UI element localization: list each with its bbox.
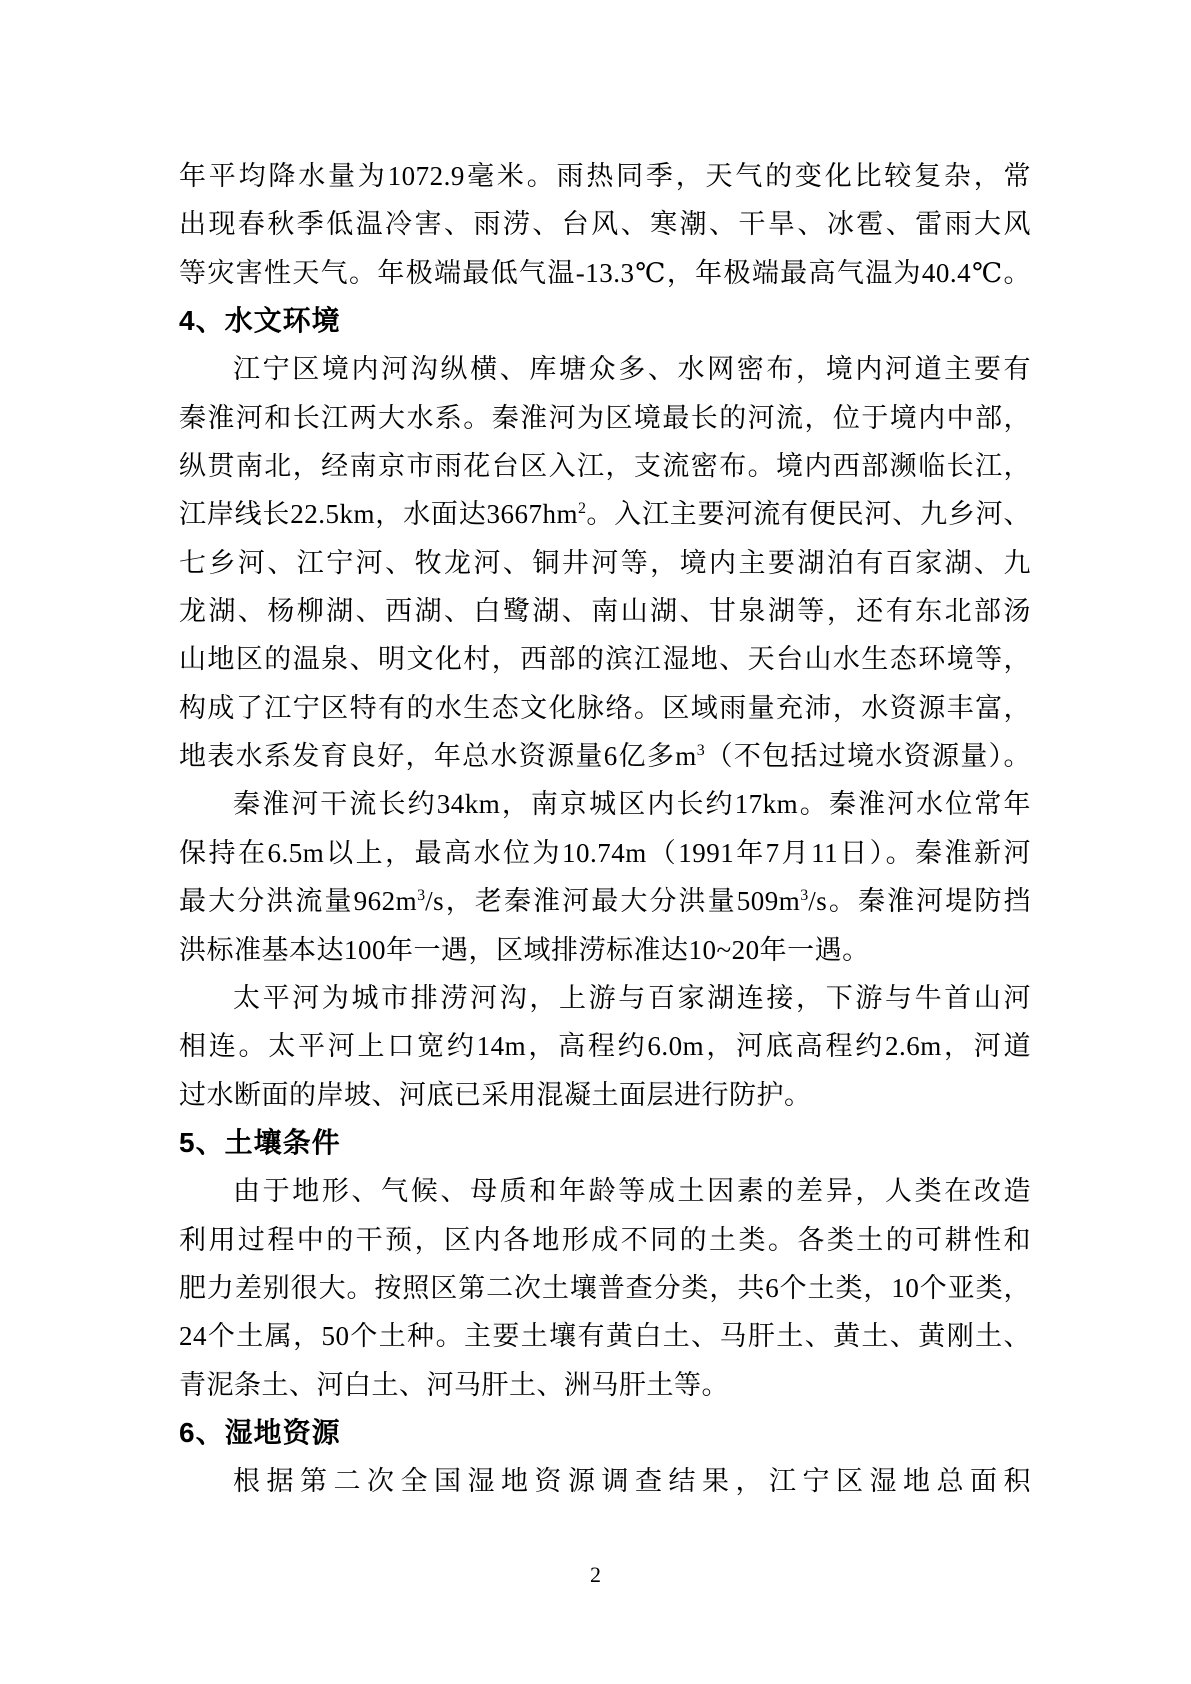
text-run: 龙湖、杨柳湖、西湖、白鹭湖、南山湖、甘泉湖等，还有东北部汤 [179, 596, 1031, 627]
text-run: 秦淮河和长江两大水系。秦淮河为区境最长的河流，位于境内中部， [179, 402, 1031, 433]
text-run: /s。秦淮河堤防挡 [808, 886, 1031, 917]
text-line [179, 1119, 1031, 1167]
paragraph [179, 152, 1031, 297]
paragraph [179, 1457, 1031, 1505]
page-number: 2 [590, 1562, 601, 1587]
text-line [179, 1264, 1031, 1312]
page-footer [0, 1560, 1191, 1590]
text-run: 等灾害性天气。年极端最低气温-13.3℃，年极端最高气温为40.4℃。 [179, 257, 1031, 288]
text-line [179, 345, 1031, 393]
paragraph [179, 1167, 1031, 1409]
superscript: 2 [578, 500, 587, 518]
paragraph [179, 345, 1031, 780]
text-line [179, 732, 1031, 780]
text-line [179, 1167, 1031, 1215]
text-line [179, 394, 1031, 442]
text-run: （不包括过境水资源量）。 [704, 741, 1031, 772]
text-run: 秦淮河干流长约34km，南京城区内长约17km。秦淮河水位常年 [233, 789, 1031, 820]
text-line [179, 974, 1031, 1022]
text-line [179, 297, 1031, 345]
text-run: 相连。太平河上口宽约14m，高程约6.0m，河底高程约2.6m，河道 [179, 1031, 1031, 1062]
section-heading [179, 1119, 1031, 1167]
text-line [179, 490, 1031, 538]
text-run: 5、土壤条件 [179, 1126, 341, 1158]
paragraph [179, 974, 1031, 1119]
text-line [179, 152, 1031, 200]
text-run: 24个土属，50个土种。主要土壤有黄白土、马肝土、黄土、黄刚土、 [179, 1321, 1031, 1352]
text-line [179, 829, 1031, 877]
text-run: 肥力差别很大。按照区第二次土壤普查分类，共6个土类，10个亚类， [179, 1272, 1031, 1303]
text-run: 4、水文环境 [179, 305, 341, 337]
text-run: 年平均降水量为1072.9毫米。雨热同季，天气的变化比较复杂，常 [179, 161, 1031, 191]
text-run: 过水断面的岸坡、河底已采用混凝土面层进行防护。 [179, 1079, 812, 1110]
text-line [179, 926, 1031, 974]
text-line [179, 1361, 1031, 1409]
text-run: 地表水系发育良好，年总水资源量6亿多m [179, 741, 697, 772]
text-run: 七乡河、江宁河、牧龙河、铜井河等，境内主要湖泊有百家湖、九 [179, 547, 1031, 578]
superscript: 3 [417, 887, 426, 905]
text-line [179, 1216, 1031, 1264]
paragraph [179, 780, 1031, 973]
text-run: 保持在6.5m以上，最高水位为10.74m（1991年7月11日）。秦淮新河 [179, 837, 1032, 868]
text-run: 6、湿地资源 [179, 1416, 341, 1448]
text-run: /s，老秦淮河最大分洪量509m [425, 886, 801, 917]
text-run: 太平河为城市排涝河沟，上游与百家湖连接，下游与牛首山河 [233, 982, 1031, 1013]
text-run: 由于地形、气候、母质和年龄等成土因素的差异，人类在改造 [233, 1176, 1031, 1207]
text-line [179, 684, 1031, 732]
text-run: 。入江主要河流有便民河、九乡河、 [586, 499, 1031, 530]
text-run: 最大分洪流量962m [179, 886, 418, 917]
text-run: 山地区的温泉、明文化村，西部的滨江湿地、天台山水生态环境等， [179, 644, 1031, 675]
text-line [179, 1022, 1031, 1070]
section-heading [179, 297, 1031, 345]
text-line [179, 249, 1031, 297]
text-line [179, 442, 1031, 490]
text-run: 青泥条土、河白土、河马肝土、洲马肝土等。 [179, 1369, 729, 1400]
text-line [179, 780, 1031, 828]
text-line [179, 587, 1031, 635]
text-line [179, 877, 1031, 925]
text-line [179, 1409, 1031, 1457]
section-heading [179, 1409, 1031, 1457]
text-line [179, 539, 1031, 587]
text-run: 出现春秋季低温冷害、雨涝、台风、寒潮、干旱、冰雹、雷雨大风 [179, 209, 1031, 240]
text-line [179, 1071, 1031, 1119]
text-line [179, 1457, 1031, 1505]
text-run: 利用过程中的干预，区内各地形成不同的土类。各类土的可耕性和 [179, 1224, 1031, 1255]
text-line [179, 635, 1031, 683]
text-run: 根据第二次全国湿地资源调查结果，江宁区湿地总面积 [233, 1466, 1031, 1497]
text-line [179, 200, 1031, 248]
superscript: 3 [800, 887, 809, 905]
text-run: 江宁区境内河沟纵横、库塘众多、水网密布，境内河道主要有 [233, 354, 1031, 385]
document-body [179, 152, 1031, 1506]
superscript: 3 [696, 742, 705, 760]
text-run: 构成了江宁区特有的水生态文化脉络。区域雨量充沛，水资源丰富， [179, 692, 1031, 723]
text-line [179, 1312, 1031, 1360]
text-run: 江岸线长22.5km，水面达3667hm [179, 499, 579, 530]
text-run: 纵贯南北，经南京市雨花台区入江，支流密布。境内西部濒临长江， [179, 451, 1031, 482]
text-run: 洪标准基本达100年一遇，区域排涝标准达10~20年一遇。 [179, 934, 870, 965]
